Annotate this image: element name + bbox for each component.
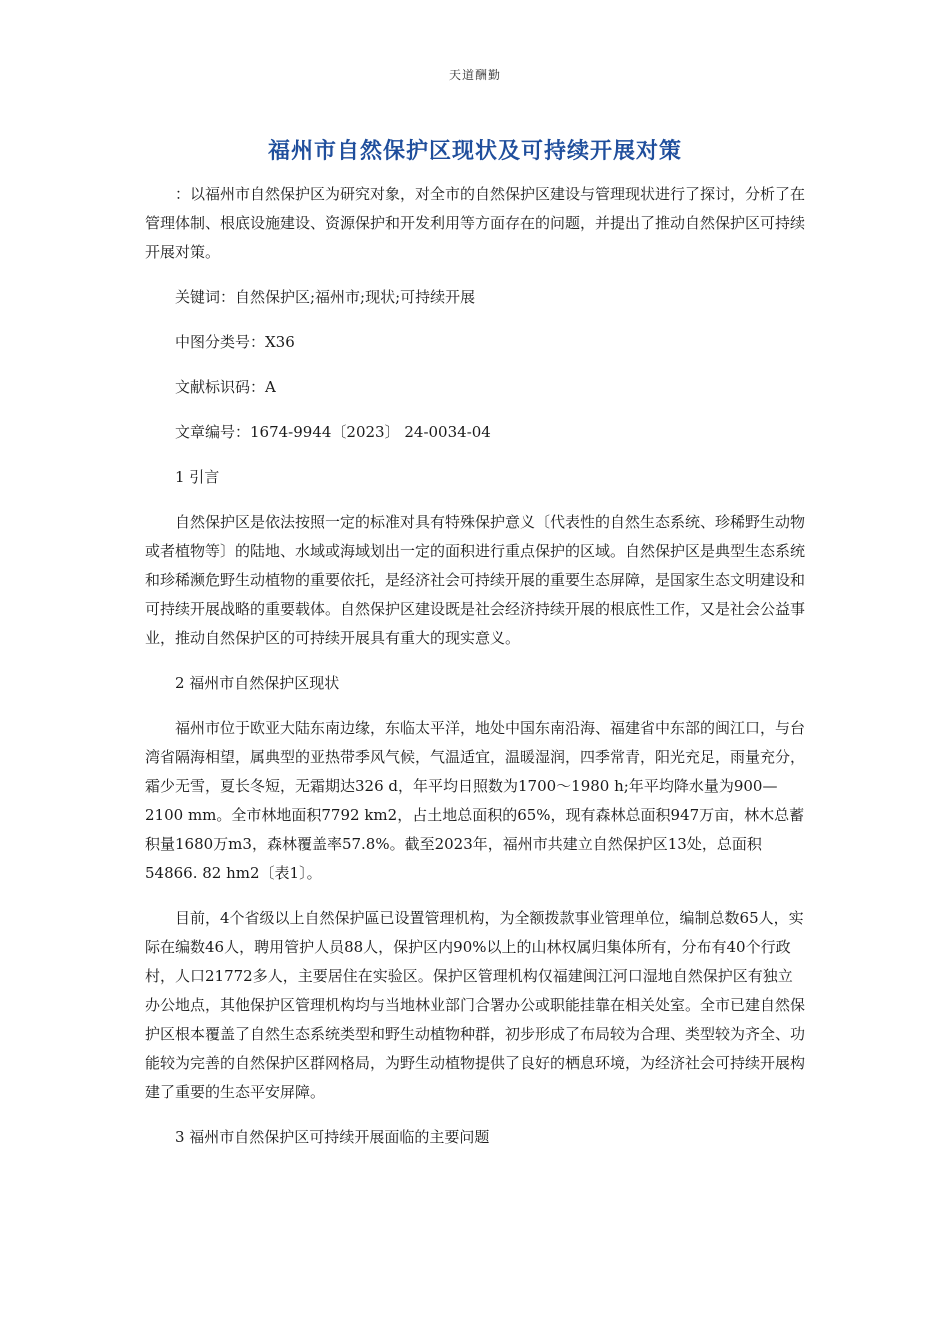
section-paragraph: 自然保护区是依法按照一定的标准对具有特殊保护意义〔代表性的自然生态系统、珍稀野生动物或者植物等〕的陆地、水域或海域划出一定的面积进行重点保护的区域。自然保护区是典型生态系统和珍稀濒危野生动植物的重要依托，是经济社会可持续开展的重要生态屏障，是国家生态文明建设和可持续开展战略的重要载体。自然保护区建设既是社会经济持续开展的根底性工作，又是社会公益事业，推动自然保护区的可持续开展具有重大的现实意义。 <box>145 513 806 647</box>
section-paragraph: 目前，4个省级以上自然保护區已设置管理机构，为全额拨款事业管理单位，编制总数65人，实际在编数46人，聘用管护人员88人，保护区内90%以上的山林权属归集体所有，分布有40个行政村，人口21772多人，主要居住在实验区。保护区管理机构仅福建闽江河口湿地自然保护区有独立办公地点，其他保护区管理机构均与当地林业部门合署办公或职能挂靠在相关处室。全市已建自然保护区根本覆盖了自然生态系统类型和野生动植物种群，初步形成了布局较为合理、类型较为齐全、功能较为完善的自然保护区群网格局，为野生动植物提供了良好的栖息环境，为经济社会可持续开展构建了重要的生态平安屏障。 <box>145 909 806 1101</box>
section-heading-status: 2 福州市自然保护区现状 <box>175 674 340 692</box>
section-heading-introduction: 1 引言 <box>175 468 220 486</box>
abstract: ：以福州市自然保护区为研究对象，对全市的自然保护区建设与管理现状进行了探讨，分析了在管理体制、根底设施建设、资源保护和开发利用等方面存在的问题，并提出了推动自然保护区可持续开展对策。 <box>145 185 806 261</box>
page-header: 天道酬勤 <box>448 68 501 82</box>
section-paragraph: 福州市位于欧亚大陆东南边缘，东临太平洋，地处中国东南沿海、福建省中东部的闽江口，与台湾省隔海相望，属典型的亚热带季风气候，气温适宜，温暖湿润，四季常青，阳光充足，雨量充分，霜少无雪，夏长冬短，无霜期达326 d，年平均日照数为1700～1980 h;年平均降水量为900—2100 mm。全市林地面积7792 km2，占土地总面积的65%，现有森林总面积947万亩，林木总蓄积量1680万m3，森林覆盖率57.8%。截至2023年，福州市共建立自然保护区13处，总面积54866. 82 hm2〔表1〕。 <box>145 719 806 882</box>
keywords: 关键词：自然保护区;福州市;现状;可持续开展 <box>175 288 476 306</box>
article-number: 文章编号：1674-9944〔2023〕 24-0034-04 <box>175 423 491 441</box>
document-code: 文献标识码：A <box>175 378 276 396</box>
document-body <box>145 180 807 1168</box>
section-heading-problems: 3 福州市自然保护区可持续开展面临的主要问题 <box>175 1128 490 1146</box>
document-title: 福州市自然保护区现状及可持续开展对策 <box>267 138 682 164</box>
classification-number: 中图分类号：X36 <box>175 333 295 351</box>
